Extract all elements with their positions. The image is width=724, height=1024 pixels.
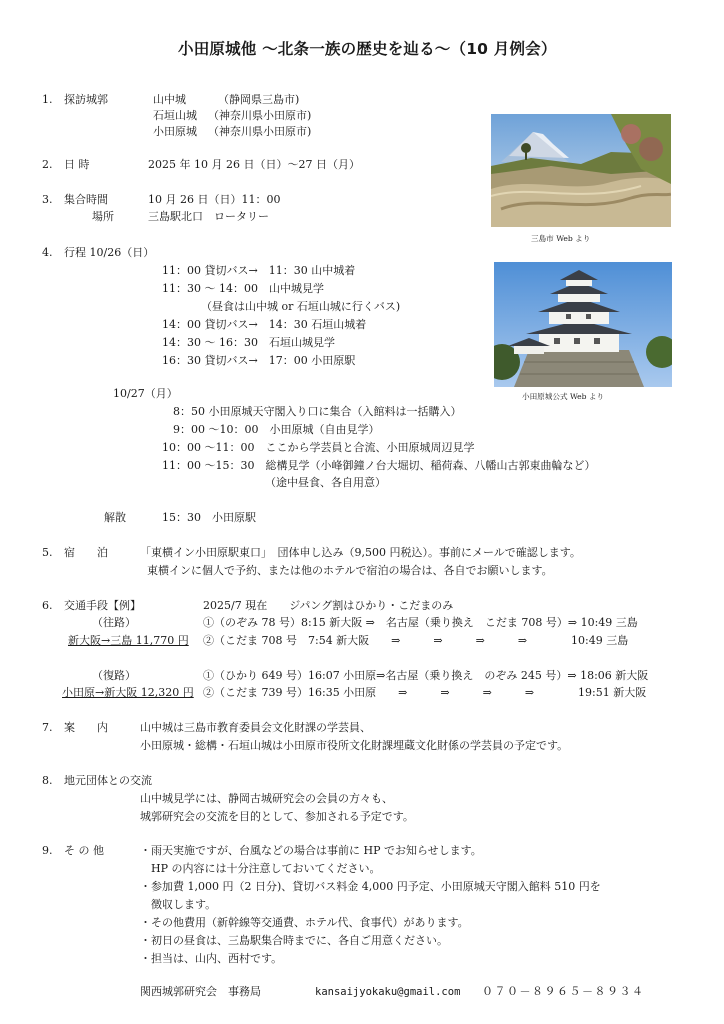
castle-name: 山中城 (153, 93, 186, 106)
schedule-line: （昼食は山中城 or 石垣山城に行くバス) (201, 300, 401, 313)
section-5-label: 宿 泊 (64, 546, 108, 559)
schedule-line: 16：30 貸切バス→ 17：00 小田原駅 (162, 354, 356, 367)
hotel-line: 「東横イン小田原駅東口」 団体申し込み（9,500 円税込）。事前にメールで確認します。 (140, 546, 581, 559)
other-note: ・初日の昼食は、三島駅集合時までに、各自ご用意ください。 (140, 934, 448, 947)
yamanaka-castle-photo (491, 114, 671, 227)
castle-location: （神奈川県小田原市) (208, 109, 312, 122)
section-1-label: 探訪城郭 (64, 93, 108, 106)
section-4-number: 4. (42, 246, 53, 259)
schedule-line: 10：00 〜11：00 ここから学芸員と合流、小田原城周辺見学 (162, 441, 475, 454)
day2-label: 10/27（月） (113, 387, 178, 400)
return-option: ①（ひかり 649 号）16:07 小田原⇒名古屋（乗り換え のぞみ 245 号）⇒ 18:06 新大阪 (203, 669, 649, 682)
schedule-line: 9：00 〜10：00 小田原城（自由見学） (173, 423, 380, 436)
guide-line: 小田原城・総構・石垣山城は小田原市役所文化財課埋蔵文化財係の学芸員の予定です。 (140, 739, 569, 752)
schedule-line: 14：00 貸切バス→ 14：30 石垣山城着 (162, 318, 367, 331)
castle-location: （静岡県三島市) (218, 93, 300, 106)
yamanaka-castle-image (491, 114, 671, 227)
hotel-line: 東横インに個人で予約、または他のホテルで宿泊の場合は、各自でお願いします。 (147, 564, 553, 577)
guide-line: 山中城は三島市教育委員会文化財課の学芸員、 (140, 721, 371, 734)
schedule-note: （途中昼食、各自用意） (265, 476, 386, 489)
castle-name: 石垣山城 (153, 109, 197, 122)
outbound-option: ①（のぞみ 78 号）8:15 新大阪 ⇒ 名古屋（乗り換え こだま 708 号）⇒ 10:49 三島 (203, 616, 638, 629)
section-4-label: 行程 10/26（日） (64, 246, 155, 259)
other-note: ・その他費用（新幹線等交通費、ホテル代、食事代）があります。 (140, 916, 469, 929)
castle-location: （神奈川県小田原市) (208, 125, 312, 138)
exchange-line: 城郭研究会の交流を目的として、参加される予定です。 (140, 810, 414, 823)
transport-header: 2025/7 現在 ジパング割はひかり・こだまのみ (203, 599, 454, 612)
section-7-number: 7. (42, 721, 53, 734)
section-9-number: 9. (42, 844, 53, 857)
schedule-line: 11：00 〜15：30 総構見学（小峰御鐘ノ台大堀切、稲荷森、八幡山古郭東曲輪など） (162, 459, 596, 472)
footer-email: kansaijyokaku@gmail.com (315, 986, 461, 998)
page-title: 小田原城他 〜北条一族の歴史を辿る〜（10 月例会） (178, 40, 557, 58)
footer-organization: 関西城郭研究会 事務局 (140, 985, 261, 998)
section-8-label: 地元団体との交流 (64, 774, 152, 787)
section-3-number: 3. (42, 193, 53, 206)
photo1-caption: 三島市 Web より (531, 234, 591, 243)
outbound-label: （往路） (92, 616, 136, 629)
schedule-line: 11：30 〜 14：00 山中城見学 (162, 282, 324, 295)
section-7-label: 案 内 (64, 721, 108, 734)
date-text: 2025 年 10 月 26 日（日）〜27 日（月） (148, 158, 360, 171)
schedule-line: 14：30 〜 16：30 石垣山城見学 (162, 336, 335, 349)
schedule-line: 11：00 貸切バス→ 11：30 山中城着 (162, 264, 356, 277)
section-1-number: 1. (42, 93, 53, 106)
outbound-option: ②（こだま 708 号 7:54 新大阪 ⇒ ⇒ ⇒ ⇒ 10:49 三島 (203, 634, 629, 647)
odawara-castle-image (494, 262, 672, 387)
section-8-number: 8. (42, 774, 53, 787)
photo2-caption: 小田原城公式 Web より (522, 392, 605, 401)
return-fare: 小田原→新大阪 12,320 円 (62, 686, 194, 699)
section-2-number: 2. (42, 158, 53, 171)
dismiss-text: 15：30 小田原駅 (162, 511, 256, 524)
exchange-line: 山中城見学には、静岡古城研究会の会員の方々も、 (140, 792, 393, 805)
meeting-time: 10 月 26 日（日）11：00 (148, 193, 281, 206)
section-6-label: 交通手段【例】 (64, 599, 141, 612)
other-note: ・参加費 1,000 円（2 日分)、貸切バス料金 4,000 円予定、小田原城天守閣入館料 510 円を (140, 880, 601, 893)
outbound-fare: 新大阪→三島 11,770 円 (68, 634, 189, 647)
return-option: ②（こだま 739 号）16:35 小田原 ⇒ ⇒ ⇒ ⇒ 19:51 新大阪 (203, 686, 647, 699)
section-2-label: 日 時 (64, 158, 90, 171)
other-note: 徴収します。 (140, 898, 217, 911)
return-label: （復路） (92, 669, 136, 682)
schedule-line: 8：50 小田原城天守閣入り口に集合（入館料は一括購入） (173, 405, 462, 418)
section-9-label: そ の 他 (64, 844, 104, 857)
dismiss-label: 解散 (104, 511, 126, 524)
other-note: ・担当は、山内、西村です。 (140, 952, 283, 965)
odawara-castle-photo (494, 262, 672, 387)
meeting-place: 三島駅北口 ロータリー (148, 210, 269, 223)
section-5-number: 5. (42, 546, 53, 559)
castle-name: 小田原城 (153, 125, 197, 138)
other-note: ・雨天実施ですが、台風などの場合は事前に HP でお知らせします。 (140, 844, 482, 857)
footer-phone: ０７０－８９６５－８９３４ (482, 985, 645, 998)
meeting-place-label: 場所 (92, 210, 114, 223)
section-6-number: 6. (42, 599, 53, 612)
section-3-label: 集合時間 (64, 193, 108, 206)
other-note: HP の内容には十分注意しておいてください。 (140, 862, 381, 875)
